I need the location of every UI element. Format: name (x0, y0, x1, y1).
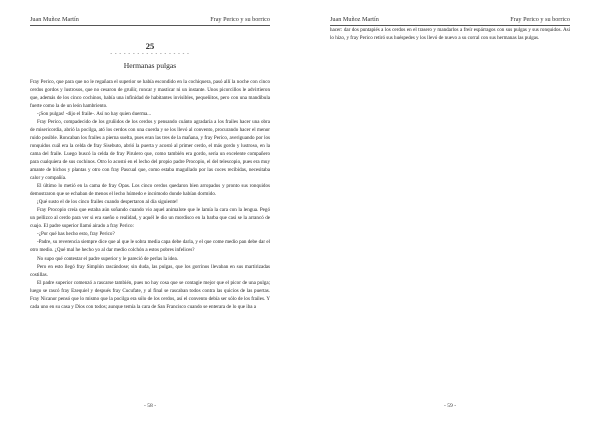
header-author: Juan Muñoz Martín (330, 16, 379, 23)
paragraph: -¿Por qué has hecho esto, fray Perico? (37, 231, 115, 238)
running-header (30, 16, 270, 26)
body-text (330, 26, 570, 42)
chapter-title: Hermanas pulgas (123, 60, 177, 70)
paragraph: No supo qué contestar el padre superior y le pareció de perlas la idea. (37, 255, 179, 262)
paragraph: hacer: dar dos puntapiés a los cerdos en el trasero y mandarlos a freír espárragos con sus pulgas y sus ronquidos. Así lo hizo, y fray Perico retiró sus huéspedes y los llevó de nuevo a su corral con sus hermanas las pulgas. (330, 26, 570, 41)
paragraph: El último lo metió en la cama de fray Opas. Los cinco cerdos quedaron bien arropados y pronto sus ronquidos demostraron que se echaban de menos el lecho húmedo e incómodo donde habían dormido. (30, 183, 270, 198)
chapter-rule: - - - - - - - - - - - - - - - - - - (110, 51, 190, 57)
paragraph: Fray Perico, que para que no le regañara el superior se había escondido en la cochiquera, pasó allí la noche con cinco cerdos gordos y lustrosos, que no cesaron de gruñir, roncar y masticar ni un instante. Unos picorcillos le advirtieron que, además de los cinco cochinos, había una infinidad de habitantes invisibles, pequeñitos, pero con una mandíbula fuerte como la de un león hambriento. (30, 78, 270, 109)
header-book-title: Fray Perico y su borrico (510, 16, 570, 23)
body-text (30, 78, 270, 311)
running-header (330, 16, 570, 26)
chapter-number: 25 (145, 40, 155, 51)
right-page (300, 0, 600, 424)
paragraph: El padre superior comenzó a rascarse también, pues no hay cosa que se contagie mejor que el picor de una pulga; luego se rascó fray Ezequiel y después fray Cucufate, y al final se rascaban todos contra las quicios de las puertas. Fray Nicanor pensó que lo mismo que la pocilga era sólo de los cerdos, así el convento debía ser sólo de los frailes. Y cada uno en su casa y Dios con todos; aunque temía la cara de San Francisco cuando se enterara de lo que iba a (30, 279, 270, 310)
paragraph: -¡Son pulgas! -dijo el fraile-. Así no hay quien duerma... (37, 110, 152, 117)
paragraph: -Padre, su reverencia siempre dice que al que le sobra media capa debe darla, y el que come medio pan debe dar el otro medio. ¿Qué mal he hecho yo al dar medio colchón a estos pobres infelices? (30, 239, 270, 254)
paragraph: ¡Qué susto el de los cinco frailes cuando despertaron al día siguiente! (37, 199, 178, 206)
page-number: - 58 - (143, 403, 157, 409)
header-book-title: Fray Perico y su borrico (210, 16, 270, 23)
header-author: Juan Muñoz Martín (30, 16, 79, 23)
paragraph: Pero en esto llegó fray Simplón rascándose; sin duda, las pulgas, que los gorrinos llevaban en sus martirizadas costillas. (30, 263, 270, 278)
paragraph: Fray Procopio creía que estaba aún soñando cuando vio aquel animalote que le lamía la cara con la lengua. Pegó un pellizco al cerdo para ver si era sueño o realidad, y aquél le dio un mordisco en la barba que casi se la arrancó de cuajo. El padre superior llamó airado a fray Perico: (30, 207, 270, 230)
page-number: - 59 - (443, 403, 457, 409)
paragraph: Fray Perico, compadecido de los gruñidos de los cerdos y pensando cuánto agradaría a los frailes hacer una obra de misericordia, abrió la pocilga, ató los cerdos con una cuerda y se los llevó al convento, procurando hacer el menor ruido posible. Roncaban los frailes a pierna suelta, pues eran las tres de la mañana, y fray Perico, averiguando por los ronquidos cuál era la celda de fray Sisebuto, abrió la puerta y acostó al primer cerdo, el más gordo y lustroso, en la cama del fraile. Luego buscó la celda de fray Pirulero que, como también era gordo, sería un excelente compañero para cualquiera de sus cochinos. Otro lo acostó en el lecho del propio padre Procopio, el del telescopio, pues era muy amante de bichos y plantas y otro con fray Pascual que, como estaba magullado por las coces recibidas, necesitaba calor y compañía. (30, 118, 270, 182)
